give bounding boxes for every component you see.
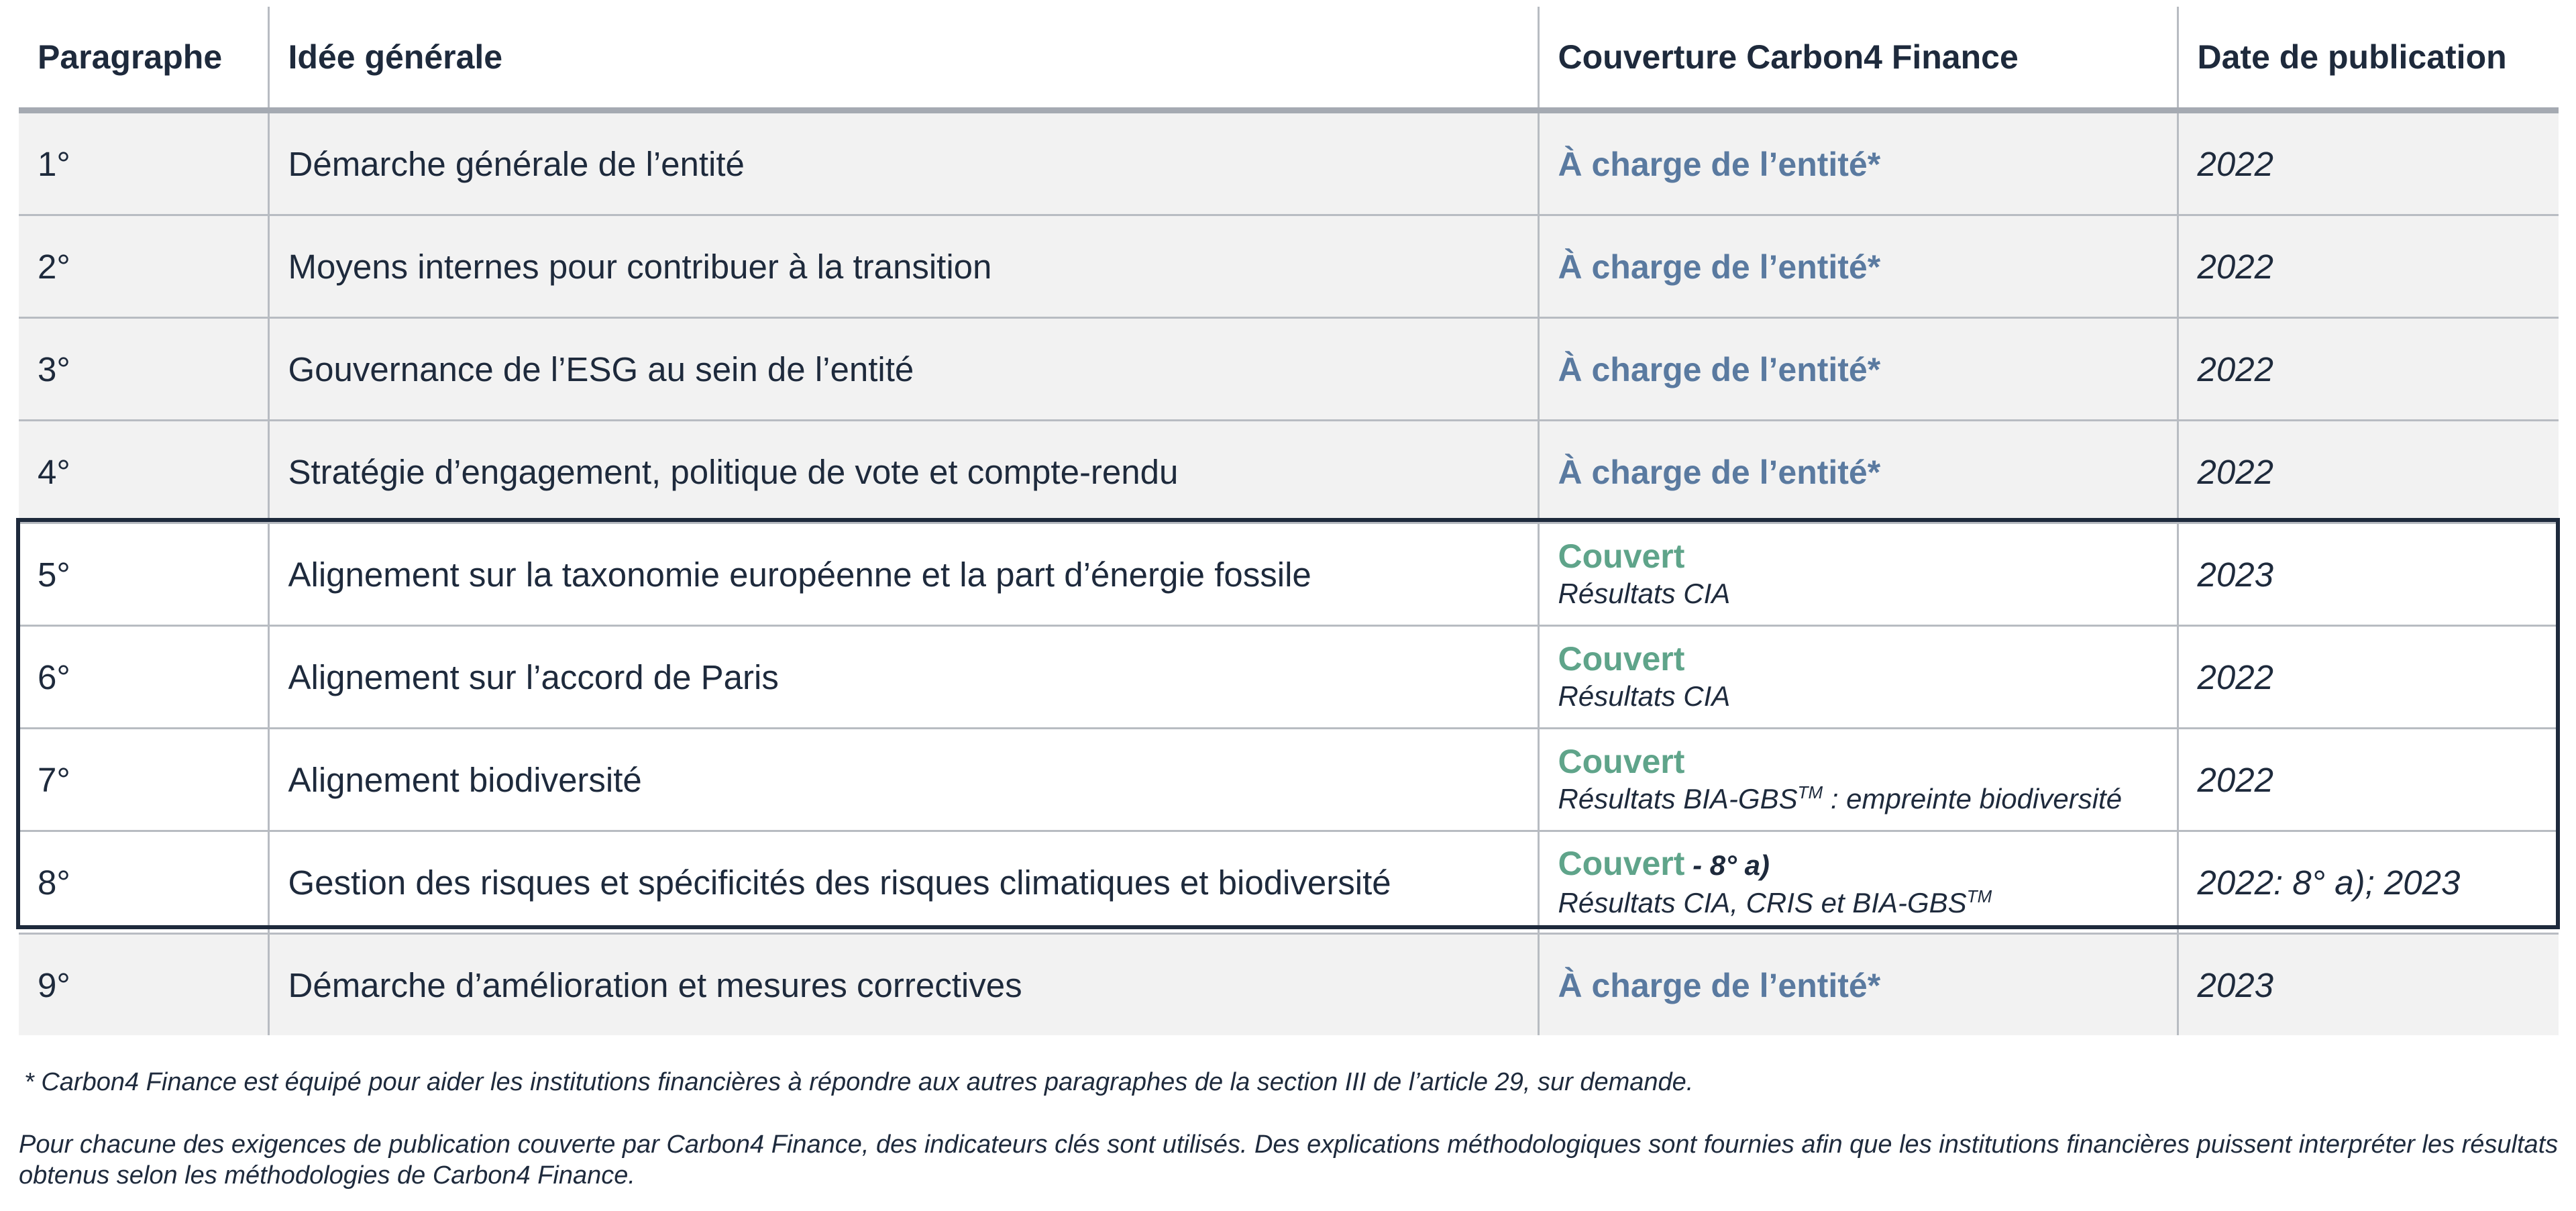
table-row — [19, 626, 2559, 729]
cell-coverage — [1538, 421, 2178, 523]
coverage-status: À charge de l’entité* — [1558, 453, 1881, 491]
table-header-row — [19, 7, 2559, 111]
footnote: * Carbon4 Finance est équipé pour aider les institutions financières à répondre aux autres paragraphes de la section III de l’article 29, sur demande. — [24, 1068, 1694, 1096]
coverage-detail — [1558, 885, 2177, 921]
cell-idea: Gouvernance de l’ESG au sein de l’entité — [268, 318, 1538, 421]
coverage-status: À charge de l’entité* — [1558, 966, 1881, 1004]
cell-coverage — [1538, 215, 2178, 318]
coverage-status: À charge de l’entité* — [1558, 350, 1881, 388]
cell-paragraph: 5° — [19, 523, 268, 626]
cell-paragraph: 7° — [19, 729, 268, 831]
table-row — [19, 318, 2559, 421]
cell-paragraph: 6° — [19, 626, 268, 729]
cell-paragraph: 9° — [19, 934, 268, 1036]
cell-paragraph: 4° — [19, 421, 268, 523]
coverage-detail-suffix: : empreinte biodiversité — [1823, 783, 2123, 814]
trademark-mark: TM — [1797, 782, 1823, 802]
cell-date: 2023 — [2178, 523, 2559, 626]
table-row — [19, 421, 2559, 523]
cell-paragraph: 8° — [19, 831, 268, 934]
cell-date: 2022 — [2178, 421, 2559, 523]
cell-coverage — [1538, 626, 2178, 729]
header-date: Date de publication — [2178, 7, 2559, 111]
header-coverage: Couverture Carbon4 Finance — [1538, 7, 2178, 111]
table-row — [19, 523, 2559, 626]
coverage-detail: Résultats CIA — [1558, 578, 1731, 609]
trademark-mark: TM — [1966, 886, 1992, 906]
table-row — [19, 934, 2559, 1036]
table-row — [19, 111, 2559, 215]
coverage-status-line — [1558, 844, 2177, 885]
cell-date: 2022 — [2178, 729, 2559, 831]
cell-idea: Alignement biodiversité — [268, 729, 1538, 831]
cell-coverage — [1538, 111, 2178, 215]
cell-date: 2022: 8° a); 2023 — [2178, 831, 2559, 934]
cell-date: 2022 — [2178, 215, 2559, 318]
table-row — [19, 831, 2559, 934]
cell-paragraph: 2° — [19, 215, 268, 318]
cell-date: 2023 — [2178, 934, 2559, 1036]
coverage-scope: - 8° a) — [1684, 849, 1770, 881]
cell-date: 2022 — [2178, 318, 2559, 421]
table-row — [19, 729, 2559, 831]
table-row — [19, 215, 2559, 318]
cell-idea: Gestion des risques et spécificités des risques climatiques et biodiversité — [268, 831, 1538, 934]
methodology-note: Pour chacune des exigences de publication couverte par Carbon4 Finance, des indicateurs clés sont utilisés. Des explications méthodologiques sont fournies afin que les institutions financières puissent interpréter les résultats obtenus selon les méthodologies de Carbon4 Finance. — [19, 1130, 2559, 1190]
coverage-detail — [1558, 781, 2177, 817]
cell-coverage — [1538, 729, 2178, 831]
coverage-status: À charge de l’entité* — [1558, 145, 1881, 183]
cell-idea: Stratégie d’engagement, politique de vote et compte-rendu — [268, 421, 1538, 523]
coverage-status: Couvert — [1558, 743, 1685, 780]
cell-paragraph: 1° — [19, 111, 268, 215]
cell-idea: Alignement sur la taxonomie européenne et la part d’énergie fossile — [268, 523, 1538, 626]
cell-date: 2022 — [2178, 626, 2559, 729]
cell-coverage — [1538, 934, 2178, 1036]
publication-requirements-table-wrapper — [19, 7, 2559, 1035]
coverage-status: Couvert — [1558, 537, 1685, 575]
cell-coverage — [1538, 831, 2178, 934]
coverage-status: À charge de l’entité* — [1558, 248, 1881, 286]
cell-idea: Démarche d’amélioration et mesures correctives — [268, 934, 1538, 1036]
coverage-status: Couvert — [1558, 640, 1685, 678]
coverage-detail-text: Résultats CIA, CRIS et BIA-GBS — [1558, 886, 1967, 918]
cell-paragraph: 3° — [19, 318, 268, 421]
cell-idea: Moyens internes pour contribuer à la transition — [268, 215, 1538, 318]
cell-date: 2022 — [2178, 111, 2559, 215]
cell-idea: Alignement sur l’accord de Paris — [268, 626, 1538, 729]
cell-idea: Démarche générale de l’entité — [268, 111, 1538, 215]
header-idea: Idée générale — [268, 7, 1538, 111]
coverage-status: Couvert — [1558, 844, 1685, 882]
cell-coverage — [1538, 318, 2178, 421]
header-paragraph: Paragraphe — [19, 7, 268, 111]
publication-requirements-table — [19, 7, 2559, 1035]
cell-coverage — [1538, 523, 2178, 626]
coverage-detail-text: Résultats BIA-GBS — [1558, 783, 1798, 814]
coverage-detail: Résultats CIA — [1558, 680, 1731, 712]
